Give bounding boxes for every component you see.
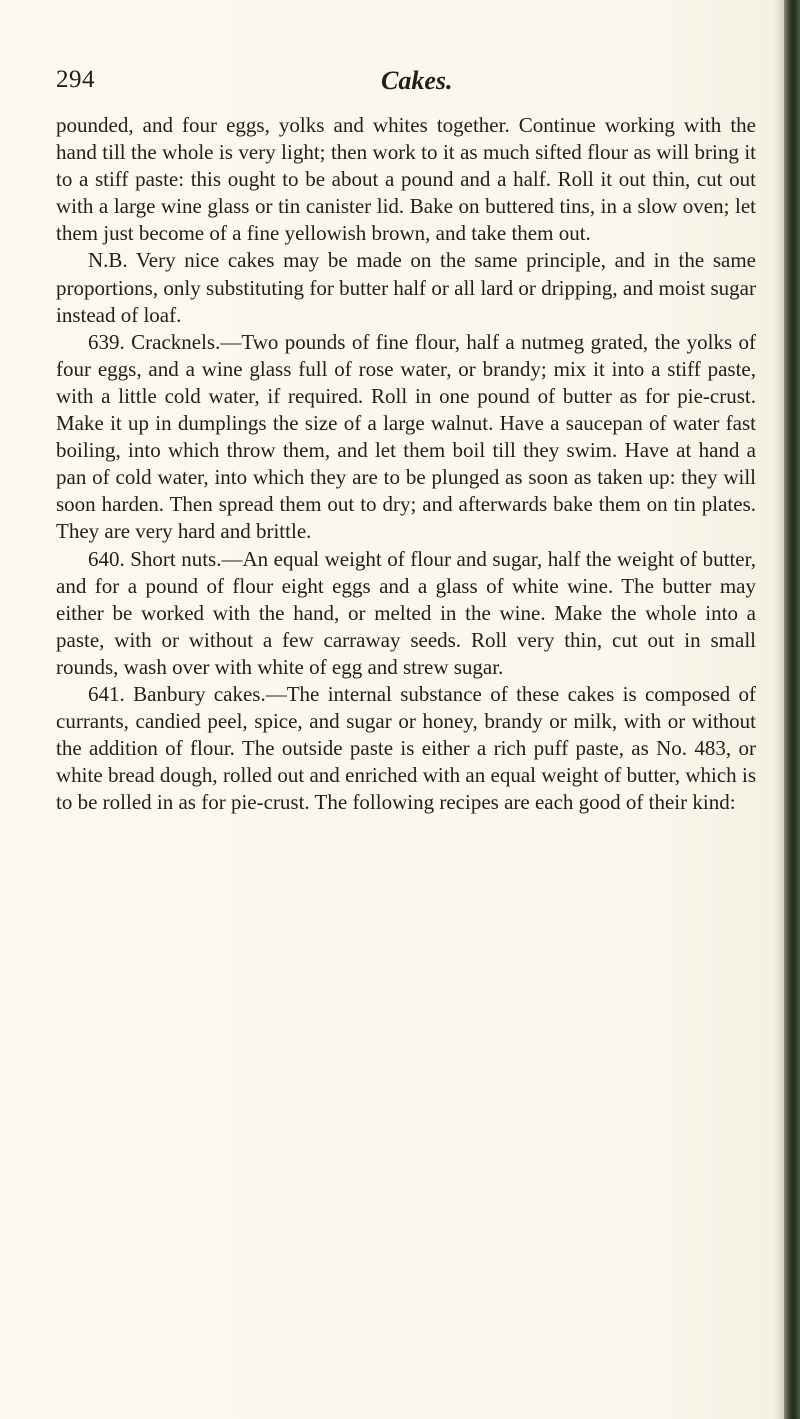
recipe-639-cracknels: 639. Cracknels.—Two pounds of fine flour, half a nutmeg grated, the yolks of four eggs, and a wine glass full of rose water, or brandy; mix it into a stiff paste, with a little cold water, if required. Roll in one pound of butter as for pie-crust. Make it up in dumplings the size of a large walnut. Have a saucepan of water fast boiling, into which throw them, and let them boil till they swim. Have at hand a pan of cold water, into which they are to be plunged as soon as taken up: they will soon harden. Then spread them out to dry; and afterwards bake them on tin plates. They are very hard and brittle. [56,329,756,544]
body-text [56,112,756,816]
binding-shadow [774,0,784,1419]
running-head [56,60,756,100]
paragraph-continuation: pounded, and four eggs, yolks and whites together. Continue working with the hand till the whole is very light; then work to it as much sifted flour as will bring it to a stiff paste: this ought to be about a pound and a half. Roll it out thin, cut out with a large wine glass or tin canister lid. Bake on buttered tins, in a slow oven; let them just become of a fine yellowish brown, and take them out. [56,113,756,246]
recipe-641-banbury-cakes: 641. Banbury cakes.—The internal substance of these cakes is composed of currants, candied peel, spice, and sugar or honey, brandy or milk, with or without the addition of flour. The outside paste is either a rich puff paste, as No. 483, or white bread dough, rolled out and enriched with an equal weight of butter, which is to be rolled in as for pie-crust. The following recipes are each good of their kind: [56,681,756,815]
paragraph-note: N.B. Very nice cakes may be made on the same principle, and in the same proportions, only substituting for butter half or all lard or dripping, and moist sugar instead of loaf. [56,248,756,327]
recipe-640-short-nuts: 640. Short nuts.—An equal weight of flour and sugar, half the weight of butter, and for a pound of flour eight eggs and a glass of white wine. The butter may either be worked with the hand, or melted in the wine. Make the whole into a paste, with or without a few carraway seeds. Roll very thin, cut out in small rounds, wash over with white of egg and strew sugar. [56,546,756,679]
page-number: 294 [56,66,95,93]
page-edge-binding [784,0,800,1419]
running-title: Cakes. [381,66,453,95]
